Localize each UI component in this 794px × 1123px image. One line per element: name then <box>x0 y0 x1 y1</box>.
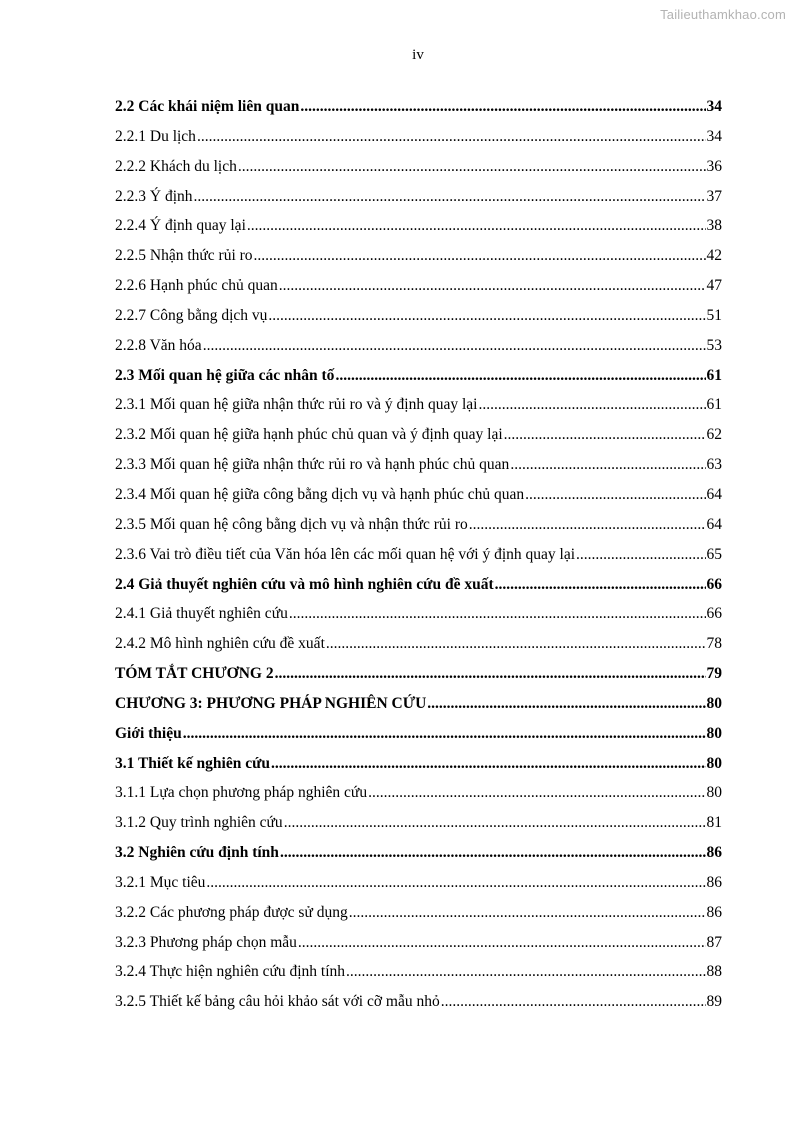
watermark: Tailieuthamkhao.com <box>660 7 786 22</box>
toc-entry[interactable] <box>115 599 722 629</box>
toc-entry[interactable] <box>115 987 722 1017</box>
toc-dot-leader <box>197 122 706 152</box>
toc-entry-page: 62 <box>706 426 722 444</box>
toc-dot-leader <box>247 211 706 241</box>
toc-entry[interactable] <box>115 659 722 689</box>
toc-dot-leader <box>326 629 706 659</box>
toc-entry[interactable] <box>115 868 722 898</box>
toc-dot-leader <box>275 659 706 689</box>
toc-entry-title: 2.3.4 Mối quan hệ giữa công bằng dịch vụ và hạnh phúc chủ quan <box>115 485 525 503</box>
toc-entry[interactable] <box>115 301 722 331</box>
toc-entry[interactable] <box>115 719 722 749</box>
table-of-contents <box>115 92 722 1017</box>
toc-entry[interactable] <box>115 629 722 659</box>
toc-entry-title: 2.3.5 Mối quan hệ công bằng dịch vụ và nhận thức rủi ro <box>115 515 468 533</box>
toc-entry[interactable] <box>115 540 722 570</box>
toc-entry-title: 3.1 Thiết kế nghiên cứu <box>115 754 270 772</box>
toc-entry-title: 2.3 Mối quan hệ giữa các nhân tố <box>115 366 335 384</box>
toc-entry-page: 64 <box>706 515 722 533</box>
toc-dot-leader <box>183 719 706 749</box>
toc-entry-page: 87 <box>706 933 722 951</box>
toc-entry-title: 2.2.3 Ý định <box>115 187 193 205</box>
toc-entry-title: 2.3.1 Mối quan hệ giữa nhận thức rủi ro và ý định quay lại <box>115 396 478 414</box>
toc-entry-page: 80 <box>706 694 722 712</box>
toc-entry-title: 3.1.1 Lựa chọn phương pháp nghiên cứu <box>115 784 368 802</box>
toc-entry[interactable] <box>115 808 722 838</box>
toc-entry-title: 2.3.2 Mối quan hệ giữa hạnh phúc chủ quan và ý định quay lại <box>115 426 503 444</box>
toc-entry-page: 78 <box>706 635 722 653</box>
toc-entry-title: 3.2.2 Các phương pháp được sử dụng <box>115 903 348 921</box>
toc-dot-leader <box>349 898 706 928</box>
toc-entry-title: CHƯƠNG 3: PHƯƠNG PHÁP NGHIÊN CỨU <box>115 694 427 712</box>
toc-entry-page: 42 <box>706 247 722 265</box>
toc-entry-title: 2.4 Giả thuyết nghiên cứu và mô hình nghiên cứu đề xuất <box>115 575 494 593</box>
toc-dot-leader <box>280 838 706 868</box>
toc-entry-page: 37 <box>706 187 722 205</box>
toc-entry[interactable] <box>115 420 722 450</box>
toc-entry-page: 53 <box>706 336 722 354</box>
toc-entry-page: 66 <box>706 605 722 623</box>
toc-dot-leader <box>284 808 706 838</box>
toc-entry-page: 88 <box>706 963 722 981</box>
toc-entry-title: 3.2.4 Thực hiện nghiên cứu định tính <box>115 963 346 981</box>
toc-dot-leader <box>576 540 705 570</box>
toc-entry-page: 61 <box>706 366 722 384</box>
toc-entry-page: 65 <box>706 545 722 563</box>
toc-entry-title: 2.3.6 Vai trò điều tiết của Văn hóa lên các mối quan hệ với ý định quay lại <box>115 545 576 563</box>
toc-dot-leader <box>268 301 705 331</box>
page-number: iv <box>412 47 424 63</box>
toc-entry-title: 3.2.3 Phương pháp chọn mẫu <box>115 933 297 951</box>
toc-entry-page: 34 <box>706 127 722 145</box>
toc-entry-page: 34 <box>706 98 722 115</box>
toc-entry-title: 2.2.5 Nhận thức rủi ro <box>115 247 253 265</box>
toc-entry[interactable] <box>115 331 722 361</box>
toc-entry-page: 86 <box>706 903 722 921</box>
toc-entry-page: 81 <box>706 814 722 832</box>
toc-entry-page: 79 <box>706 665 722 683</box>
toc-dot-leader <box>441 987 706 1017</box>
toc-dot-leader <box>238 152 706 182</box>
toc-dot-leader <box>478 390 705 420</box>
toc-entry-page: 86 <box>706 844 722 862</box>
toc-entry[interactable] <box>115 778 722 808</box>
toc-entry-page: 80 <box>706 784 722 802</box>
toc-entry-title: 2.2.1 Du lịch <box>115 127 196 145</box>
toc-entry-title: 2.2.6 Hạnh phúc chủ quan <box>115 277 278 295</box>
toc-dot-leader <box>510 450 705 480</box>
toc-entry-title: 3.2.1 Mục tiêu <box>115 873 206 891</box>
toc-entry[interactable] <box>115 390 722 420</box>
toc-entry-page: 80 <box>706 724 722 742</box>
toc-dot-leader <box>271 749 706 779</box>
toc-entry[interactable] <box>115 480 722 510</box>
toc-dot-leader <box>203 331 706 361</box>
toc-entry-page: 38 <box>706 217 722 235</box>
toc-entry[interactable] <box>115 450 722 480</box>
toc-entry[interactable] <box>115 92 722 122</box>
toc-entry-page: 66 <box>706 575 722 593</box>
toc-entry-page: 86 <box>706 873 722 891</box>
toc-dot-leader <box>335 361 705 391</box>
toc-dot-leader <box>279 271 706 301</box>
toc-entry[interactable] <box>115 361 722 391</box>
toc-entry-title: 2.2 Các khái niệm liên quan <box>115 98 300 115</box>
toc-entry-page: 36 <box>706 157 722 175</box>
toc-entry-title: 2.4.1 Giả thuyết nghiên cứu <box>115 605 288 623</box>
toc-entry[interactable] <box>115 689 722 719</box>
toc-entry[interactable] <box>115 122 722 152</box>
toc-entry-page: 51 <box>706 306 722 324</box>
toc-entry-title: Giới thiệu <box>115 724 182 742</box>
toc-dot-leader <box>346 957 705 987</box>
toc-entry-title: 3.2 Nghiên cứu định tính <box>115 844 279 862</box>
toc-dot-leader <box>525 480 705 510</box>
toc-dot-leader <box>427 689 705 719</box>
toc-dot-leader <box>368 778 705 808</box>
toc-dot-leader <box>206 868 705 898</box>
toc-dot-leader <box>298 928 706 958</box>
toc-entry-title: 2.2.7 Công bằng dịch vụ <box>115 306 268 324</box>
toc-entry-title: 3.2.5 Thiết kế bảng câu hỏi khảo sát với cỡ mẫu nhỏ <box>115 993 440 1011</box>
toc-entry[interactable] <box>115 957 722 987</box>
toc-dot-leader <box>504 420 706 450</box>
toc-entry[interactable] <box>115 510 722 540</box>
toc-entry[interactable] <box>115 241 722 271</box>
toc-entry-page: 61 <box>706 396 722 414</box>
toc-dot-leader <box>495 570 706 600</box>
toc-entry-title: 2.3.3 Mối quan hệ giữa nhận thức rủi ro và hạnh phúc chủ quan <box>115 456 510 474</box>
toc-entry-page: 80 <box>706 754 722 772</box>
toc-dot-leader <box>194 182 706 212</box>
toc-entry-title: 2.2.4 Ý định quay lại <box>115 217 246 235</box>
toc-entry-title: 2.4.2 Mô hình nghiên cứu đề xuất <box>115 635 325 653</box>
toc-dot-leader <box>300 92 705 122</box>
toc-entry[interactable] <box>115 271 722 301</box>
toc-entry-title: 3.1.2 Quy trình nghiên cứu <box>115 814 283 832</box>
toc-entry[interactable] <box>115 898 722 928</box>
toc-entry-page: 47 <box>706 277 722 295</box>
toc-entry-title: TÓM TẮT CHƯƠNG 2 <box>115 665 274 683</box>
toc-entry[interactable] <box>115 570 722 600</box>
toc-entry-page: 63 <box>706 456 722 474</box>
toc-entry-page: 89 <box>706 993 722 1011</box>
toc-dot-leader <box>289 599 706 629</box>
toc-dot-leader <box>469 510 706 540</box>
toc-entry-title: 2.2.8 Văn hóa <box>115 336 202 354</box>
toc-dot-leader <box>254 241 706 271</box>
toc-entry[interactable] <box>115 749 722 779</box>
toc-entry[interactable] <box>115 152 722 182</box>
toc-entry-page: 64 <box>706 485 722 503</box>
toc-entry[interactable] <box>115 182 722 212</box>
toc-entry-title: 2.2.2 Khách du lịch <box>115 157 237 175</box>
toc-entry[interactable] <box>115 838 722 868</box>
toc-entry[interactable] <box>115 928 722 958</box>
toc-entry[interactable] <box>115 211 722 241</box>
